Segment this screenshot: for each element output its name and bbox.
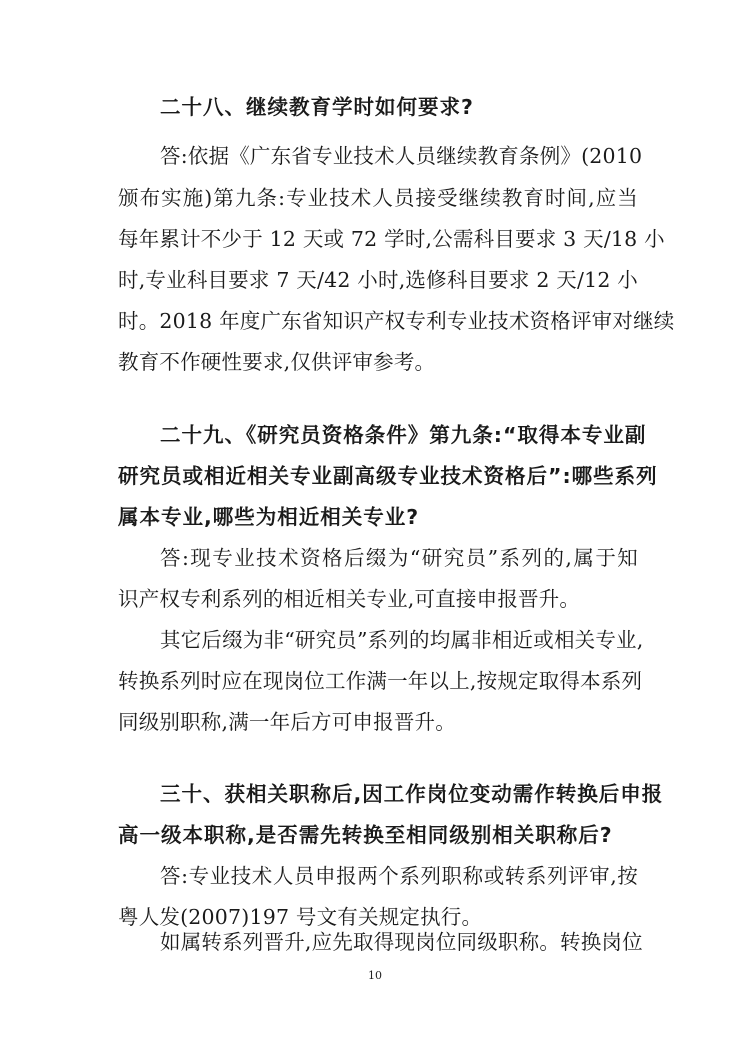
section-28-answer-line-6: 教育不作硬性要求,仅供评审参考。 [118, 350, 436, 374]
page-number: 10 [368, 969, 382, 982]
section-30-heading-line-2: 高一级本职称,是否需先转换至相同级别相关职称后? [118, 823, 613, 847]
section-30-heading-line-1: 三十、获相关职称后,因工作岗位变动需作转换后申报 [160, 782, 664, 806]
section-28-answer-line-5: 时。2018 年度广东省知识产权专利专业技术资格评审对继续 [118, 309, 675, 333]
section-28-heading: 二十八、继续教育学时如何要求? [160, 95, 474, 119]
section-28-answer-line-4: 时,专业科目要求 7 天/42 小时,选修科目要求 2 天/12 小 [118, 268, 638, 292]
section-30-answer-line-2: 粤人发(2007)197 号文有关规定执行。 [118, 905, 483, 929]
section-29-para2-line-2: 转换系列时应在现岗位工作满一年以上,按规定取得本系列 [118, 669, 643, 693]
section-28-answer-line-2: 颁布实施)第九条:专业技术人员接受继续教育时间,应当 [118, 186, 638, 210]
section-28-answer-line-3: 每年累计不少于 12 天或 72 学时,公需科目要求 3 天/18 小 [118, 227, 665, 251]
section-29-para2-line-1: 其它后缀为非“研究员”系列的均属非相近或相关专业, [160, 628, 644, 652]
section-29-heading-line-2: 研究员或相近相关专业副高级专业技术资格后”:哪些系列 [118, 464, 658, 488]
section-29-heading-line-1: 二十九、《研究员资格条件》第九条:“取得本专业副 [160, 423, 647, 447]
section-29-answer-line-2: 识产权专利系列的相近相关专业,可直接申报晋升。 [118, 587, 581, 611]
section-29-heading-line-3: 属本专业,哪些为相近相关专业? [118, 505, 420, 529]
section-29-para2-line-3: 同级别职称,满一年后方可申报晋升。 [118, 710, 456, 734]
section-30-answer-line-1: 答:专业技术人员申报两个系列职称或转系列评审,按 [160, 864, 638, 888]
section-29-answer-line-1: 答:现专业技术资格后缀为“研究员”系列的,属于知 [160, 546, 638, 570]
section-30-para2-line-1: 如属转系列晋升,应先取得现岗位同级职称。转换岗位 [160, 930, 643, 954]
section-28-answer-line-1: 答:依据《广东省专业技术人员继续教育条例》(2010 [160, 144, 643, 168]
